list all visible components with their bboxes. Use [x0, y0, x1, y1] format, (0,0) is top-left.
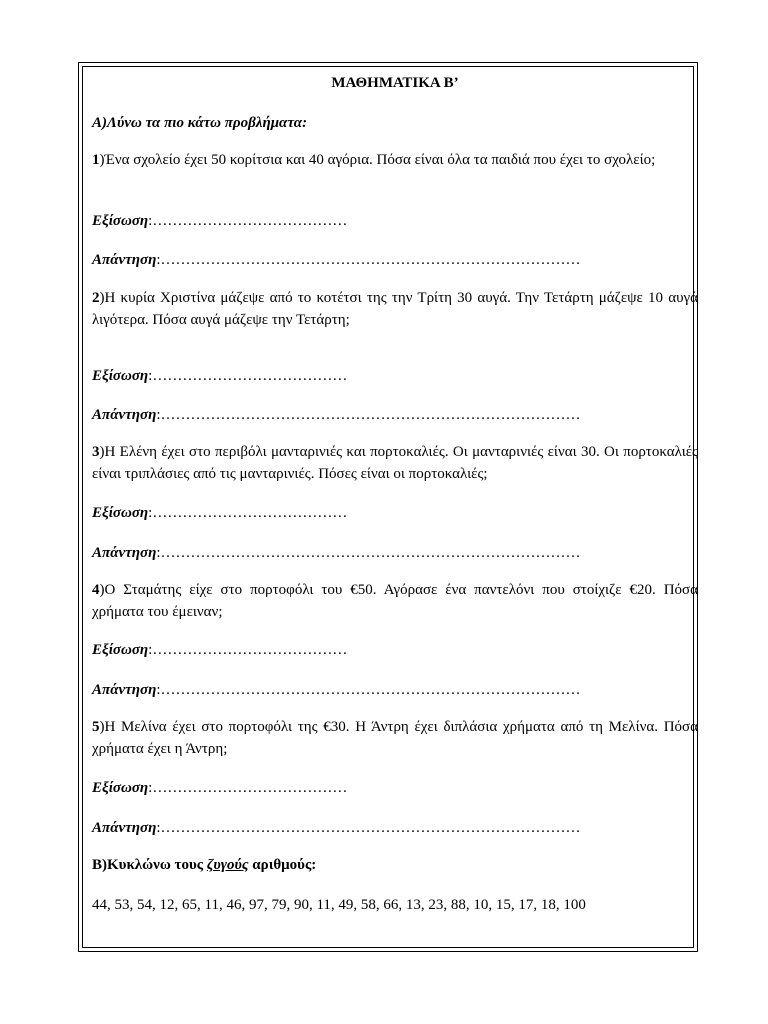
answer-label: Απάντηση — [92, 407, 157, 423]
section-a-heading: Α)Λύνω τα πιο κάτω προβλήματα: — [92, 115, 308, 131]
equation-line-2 — [92, 367, 347, 385]
problem-2-text: )Η κυρία Χριστίνα μάζεψε από το κοτέτσι της την Τρίτη 30 αυγά. Την Τετάρτη μάζεψε 10 αυγά λιγότερα. Πόσα αυγά μάζεψε την Τετάρτη; — [92, 290, 698, 328]
equation-label: Εξίσωση — [92, 505, 149, 521]
worksheet-title: ΜΑΘΗΜΑΤΙΚΑ Β’ — [331, 75, 459, 91]
equation-line-5 — [92, 779, 347, 797]
answer-dots: :………………………………………………………………………… — [156, 682, 581, 698]
answer-line-2 — [92, 406, 581, 424]
equation-label: Εξίσωση — [92, 213, 149, 229]
answer-line-1 — [92, 251, 581, 269]
numbers-list: 44, 53, 54, 12, 65, 11, 46, 97, 79, 90, 11, 49, 58, 66, 13, 23, 88, 10, 15, 17, 18, 100 — [92, 897, 586, 913]
problem-4-text: )Ο Σταμάτης είχε στο πορτοφόλι του €50. Αγόρασε ένα παντελόνι που στοίχιζε €20. Πόσα χρήματα του έμειναν; — [92, 582, 698, 620]
problem-3-number: 3 — [92, 444, 100, 460]
section-b-heading — [92, 856, 316, 874]
section-b-prefix: Β)Κυκλώνω τους — [92, 857, 207, 873]
answer-dots: :………………………………………………………………………… — [156, 820, 581, 836]
problem-1 — [92, 149, 698, 171]
equation-line-4 — [92, 641, 347, 659]
problem-1-text: )Ένα σχολείο έχει 50 κορίτσια και 40 αγόρια. Πόσα είναι όλα τα παιδιά που έχει το σχολείο; — [99, 152, 656, 168]
section-b-suffix: αριθμούς: — [248, 857, 317, 873]
problem-5-text: )Η Μελίνα έχει στο πορτοφόλι της €30. Η Άντρη έχει διπλάσια χρήματα από τη Μελίνα. Πόσα χρήματα έχει η Άντρη; — [92, 719, 698, 757]
equation-label: Εξίσωση — [92, 642, 149, 658]
section-b-emphasis: ζυγούς — [206, 857, 249, 873]
equation-dots: :………………………………… — [148, 368, 348, 384]
equation-dots: :………………………………… — [148, 213, 348, 229]
answer-dots: :………………………………………………………………………… — [156, 407, 581, 423]
answer-label: Απάντηση — [92, 682, 157, 698]
answer-label: Απάντηση — [92, 545, 157, 561]
problem-3-text: )Η Ελένη έχει στο περιβόλι μανταρινιές και πορτοκαλιές. Οι μανταρινιές είναι 30. Οι πορτοκαλιές είναι τριπλάσιες από τις μανταρινιές. Πόσες είναι οι πορτοκαλιές; — [92, 444, 698, 482]
problem-1-number: 1 — [92, 152, 100, 168]
answer-label: Απάντηση — [92, 252, 157, 268]
problem-5 — [92, 716, 698, 760]
answer-line-5 — [92, 819, 581, 837]
problem-3 — [92, 441, 698, 485]
problem-5-number: 5 — [92, 719, 100, 735]
equation-label: Εξίσωση — [92, 780, 149, 796]
equation-dots: :………………………………… — [148, 505, 348, 521]
equation-dots: :………………………………… — [148, 642, 348, 658]
problem-2 — [92, 287, 698, 331]
equation-dots: :………………………………… — [148, 780, 348, 796]
answer-line-4 — [92, 681, 581, 699]
equation-label: Εξίσωση — [92, 368, 149, 384]
equation-line-1 — [92, 212, 347, 230]
problem-4 — [92, 579, 698, 623]
answer-line-3 — [92, 544, 581, 562]
answer-dots: :………………………………………………………………………… — [156, 545, 581, 561]
problem-2-number: 2 — [92, 290, 100, 306]
equation-line-3 — [92, 504, 347, 522]
answer-dots: :………………………………………………………………………… — [156, 252, 581, 268]
answer-label: Απάντηση — [92, 820, 157, 836]
problem-4-number: 4 — [92, 582, 100, 598]
